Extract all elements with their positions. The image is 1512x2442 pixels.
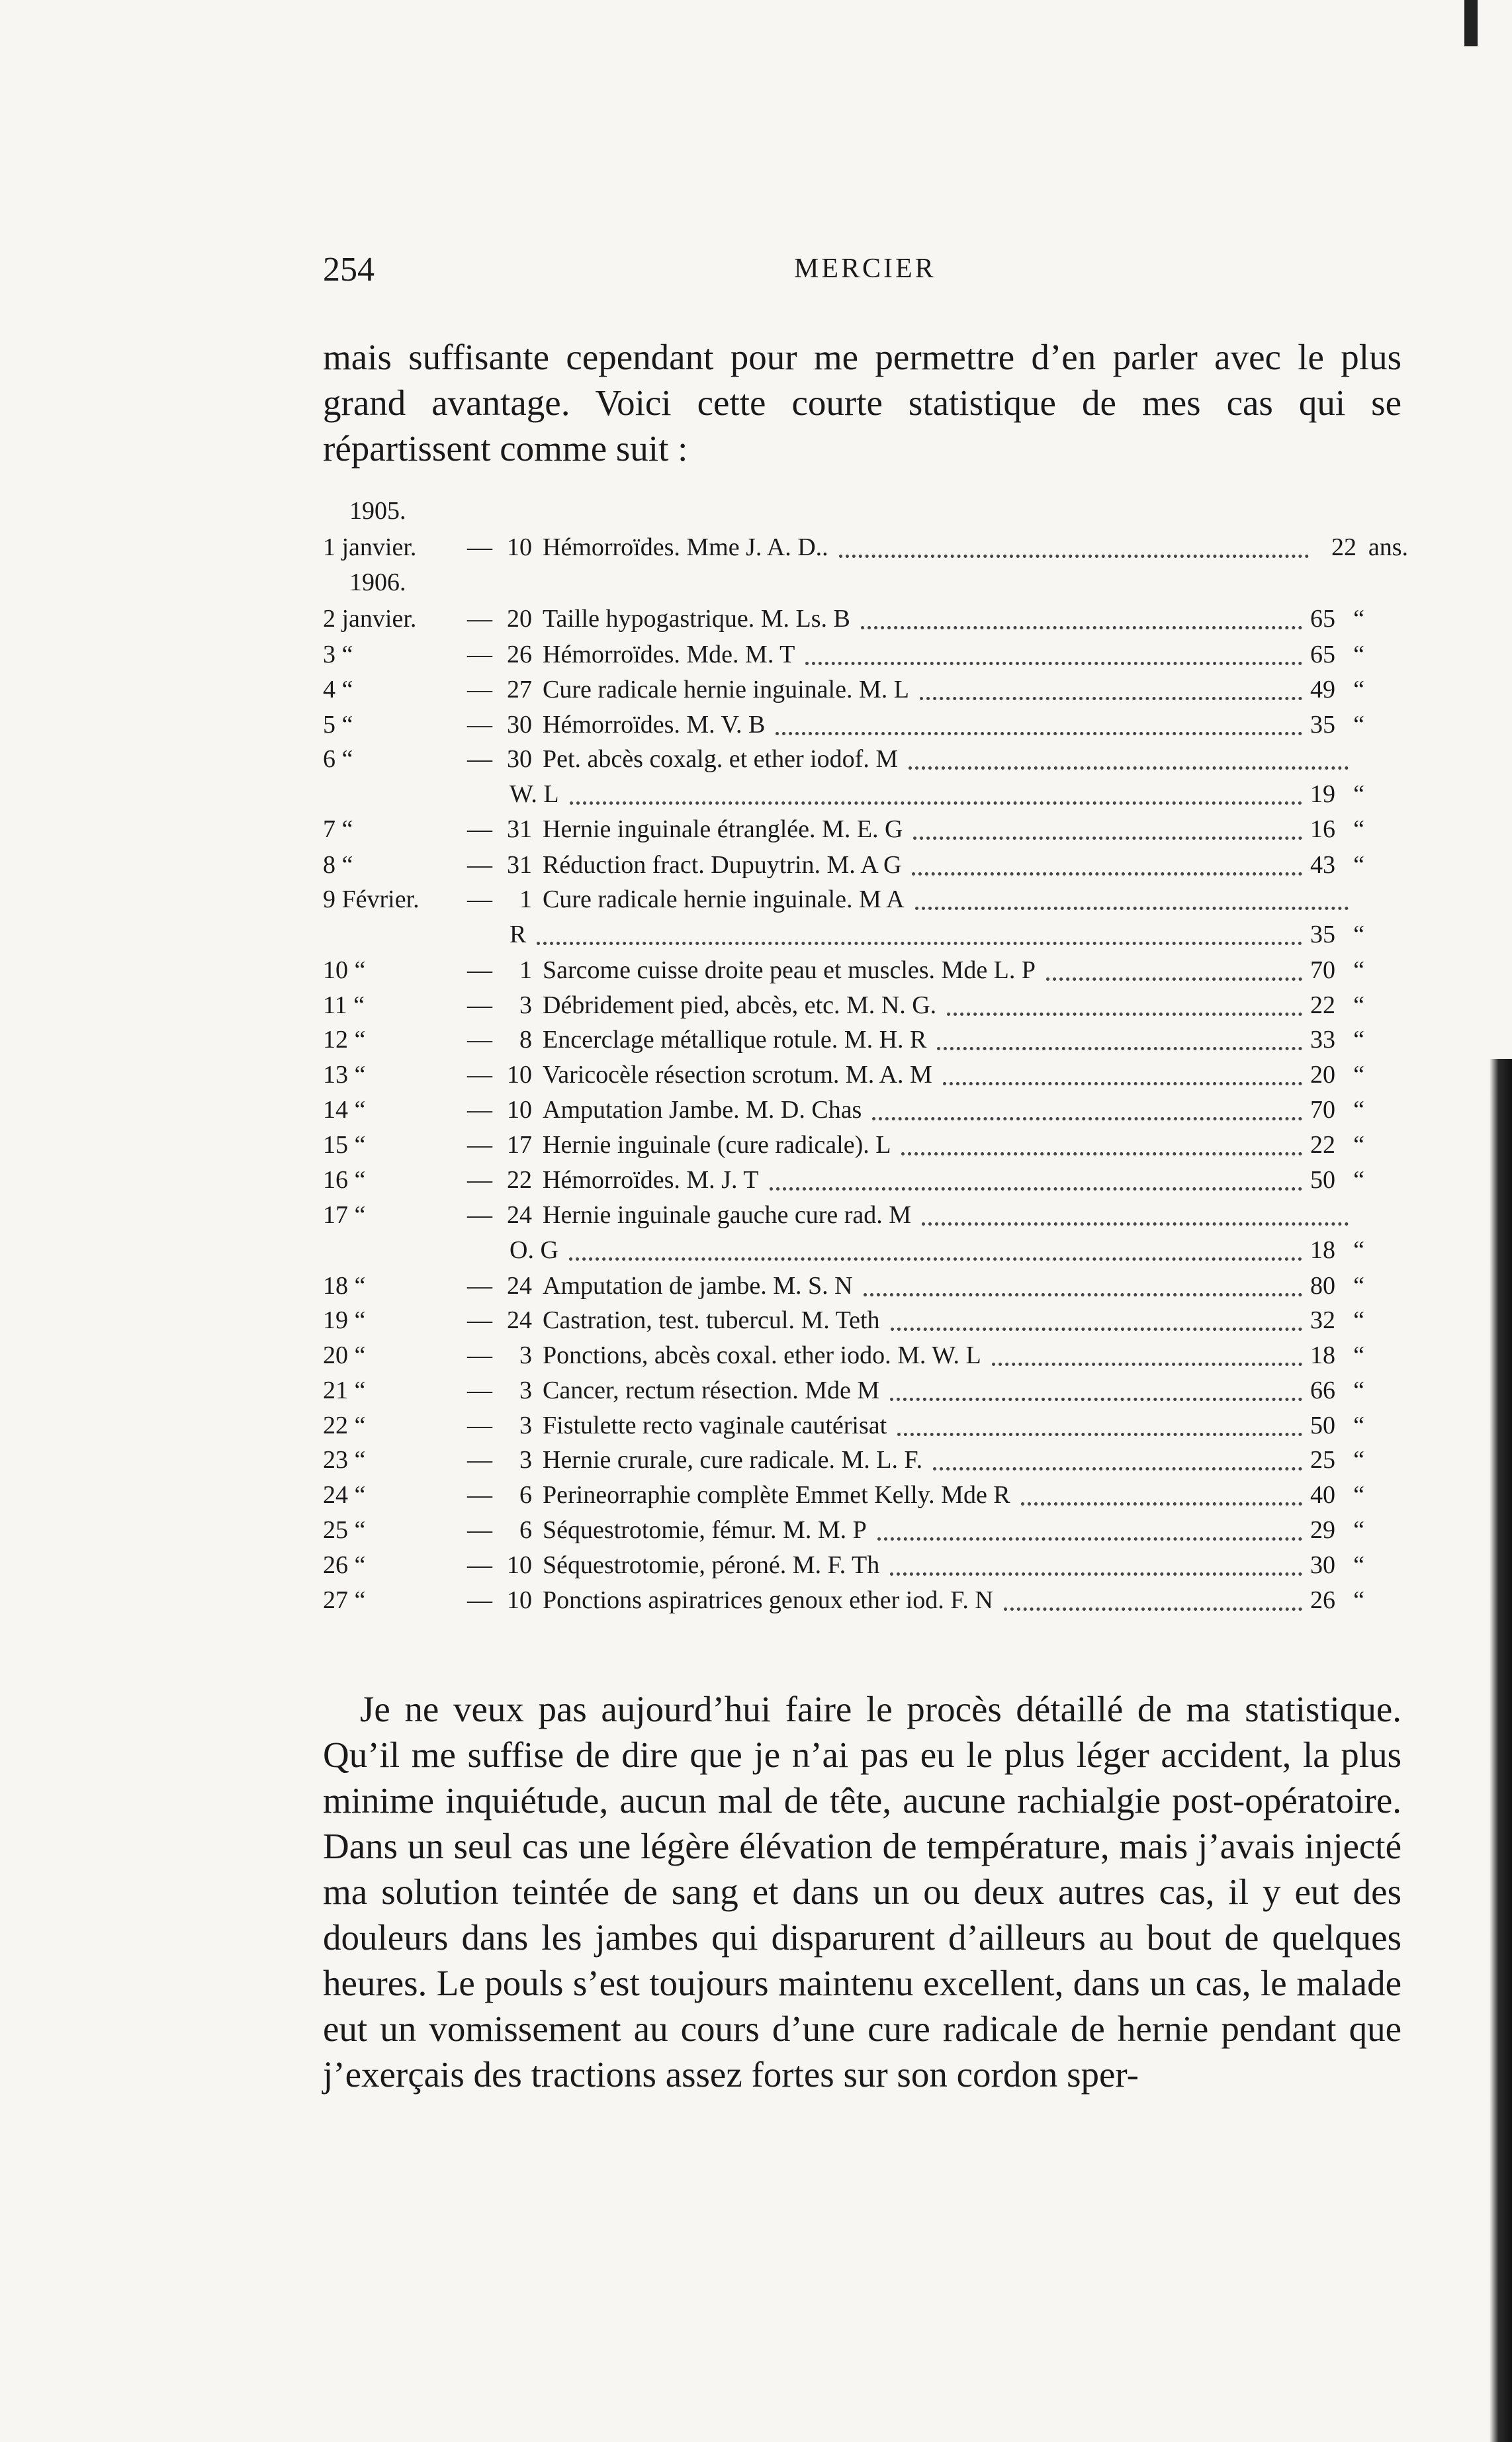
stat-row: [323, 1271, 1408, 1304]
stat-age: 80: [1310, 1272, 1335, 1300]
stat-day-number: 10: [507, 533, 532, 561]
stat-leader-dots: [776, 732, 1302, 735]
stat-description: Séquestrotomie, fémur. M. M. P: [543, 1516, 867, 1544]
stat-dash: —: [467, 1586, 492, 1614]
stat-description: Réduction fract. Dupuytrin. M. A G: [543, 851, 902, 879]
stat-day-number: 24: [507, 1306, 532, 1334]
stat-description: Hernie inguinale gauche cure rad. M: [543, 1201, 912, 1229]
stat-day-number: 6: [519, 1481, 532, 1509]
stat-age: 65: [1310, 641, 1335, 668]
stat-row: [323, 1515, 1408, 1549]
stat-ditto-mark: “: [1353, 605, 1364, 633]
stat-ditto-mark: “: [1353, 921, 1364, 948]
stat-dash: —: [467, 1412, 492, 1439]
stat-leader-dots: [890, 1572, 1302, 1576]
stat-date: 3 “: [323, 641, 353, 668]
stat-description: Hémorroïdes. M. J. T: [543, 1166, 759, 1194]
stat-leader-dots: [872, 1117, 1302, 1120]
stat-row: [323, 956, 1408, 989]
stat-row: [323, 815, 1408, 848]
stat-dash: —: [467, 1446, 492, 1474]
stat-age-unit: ans.: [1368, 533, 1408, 561]
stat-row: [323, 1445, 1408, 1478]
stat-age: 18: [1310, 1341, 1335, 1369]
stat-leader-dots: [861, 626, 1302, 629]
closing-paragraph: [323, 1686, 1401, 2097]
stat-date: 10 “: [323, 956, 366, 984]
stat-ditto-mark: “: [1353, 1272, 1364, 1300]
stat-description: O. G: [510, 1236, 558, 1264]
stat-age: 18: [1310, 1236, 1335, 1264]
stat-day-number: 24: [507, 1272, 532, 1300]
stat-ditto-mark: “: [1353, 1516, 1364, 1544]
stat-dash: —: [467, 676, 492, 703]
stat-age: 20: [1310, 1061, 1335, 1089]
stat-age: 29: [1310, 1516, 1335, 1544]
page-header: [323, 250, 1388, 296]
stat-age: 70: [1310, 1096, 1335, 1124]
stat-ditto-mark: “: [1353, 1166, 1364, 1194]
stat-age: 70: [1310, 956, 1335, 984]
stat-date: 23 “: [323, 1446, 366, 1474]
stat-dash: —: [467, 1131, 492, 1159]
stat-description: R: [510, 921, 527, 948]
stat-day-number: 30: [507, 711, 532, 739]
stat-date: 12 “: [323, 1026, 366, 1054]
stat-row: [323, 1200, 1408, 1234]
stat-day-number: 10: [507, 1061, 532, 1089]
stat-leader-dots: [915, 907, 1349, 910]
stat-ditto-mark: “: [1353, 780, 1364, 808]
stat-date: 18 “: [323, 1272, 366, 1300]
stat-leader-dots: [537, 942, 1302, 945]
stat-age: 50: [1310, 1412, 1335, 1439]
stat-ditto-mark: “: [1353, 1026, 1364, 1054]
stat-leader-dots: [909, 766, 1349, 770]
stat-row: [323, 675, 1408, 708]
stat-ditto-mark: “: [1353, 1377, 1364, 1404]
stat-dash: —: [467, 815, 492, 843]
stat-row: [323, 780, 1408, 813]
stat-row: [323, 710, 1408, 743]
stat-age: 26: [1310, 1586, 1335, 1614]
stat-leader-dots: [891, 1328, 1302, 1331]
stat-description: Varicocèle résection scrotum. M. A. M: [543, 1061, 932, 1089]
stat-date: 11 “: [323, 991, 365, 1019]
stat-day-number: 31: [507, 851, 532, 879]
stat-day-number: 24: [507, 1201, 532, 1229]
stat-day-number: 27: [507, 676, 532, 703]
stat-description: Séquestrotomie, péroné. M. F. Th: [543, 1551, 880, 1579]
stat-date: 15 “: [323, 1131, 366, 1159]
stat-date: 1 janvier.: [323, 533, 417, 561]
stat-description: Taille hypogastrique. M. Ls. B: [543, 605, 850, 633]
stat-age: 22: [1310, 1131, 1335, 1159]
stat-age: 25: [1310, 1446, 1335, 1474]
stat-dash: —: [467, 1272, 492, 1300]
stat-day-number: 30: [507, 745, 532, 773]
stat-leader-dots: [1004, 1607, 1302, 1611]
stat-age: 35: [1310, 711, 1335, 739]
stat-age: 65: [1310, 605, 1335, 633]
stat-date: 2 janvier.: [323, 605, 417, 633]
stat-leader-dots: [1021, 1502, 1302, 1506]
stat-dash: —: [467, 533, 492, 561]
stat-row: [323, 991, 1408, 1024]
stat-row: [323, 1165, 1408, 1198]
stat-description: Hémorroïdes. M. V. B: [543, 711, 766, 739]
stat-description: Cancer, rectum résection. Mde M: [543, 1377, 880, 1404]
stat-leader-dots: [897, 1433, 1302, 1436]
stat-day-number: 10: [507, 1096, 532, 1124]
stat-leader-dots: [1046, 977, 1302, 981]
stat-day-number: 10: [507, 1586, 532, 1614]
stat-ditto-mark: “: [1353, 1412, 1364, 1439]
stat-dash: —: [467, 1096, 492, 1124]
stat-day-number: 1: [519, 956, 532, 984]
stat-row: [323, 1551, 1408, 1584]
stat-row: [323, 1480, 1408, 1514]
stat-day-number: 31: [507, 815, 532, 843]
stat-row: [323, 1130, 1408, 1163]
year-1905: 1905.: [349, 497, 406, 525]
stat-description: Débridement pied, abcès, etc. M. N. G.: [543, 991, 937, 1019]
stat-date: 16 “: [323, 1166, 366, 1194]
stat-row: [323, 1376, 1408, 1409]
stat-dash: —: [467, 1166, 492, 1194]
stat-row: [323, 1411, 1408, 1444]
stat-day-number: 10: [507, 1551, 532, 1579]
stat-date: 13 “: [323, 1061, 366, 1089]
stat-ditto-mark: “: [1353, 1061, 1364, 1089]
stat-row: [323, 604, 1408, 637]
stat-leader-dots: [569, 1257, 1302, 1261]
stat-leader-dots: [933, 1467, 1302, 1470]
stat-age: 16: [1310, 815, 1335, 843]
stat-description: Hémorroïdes. Mme J. A. D..: [543, 533, 828, 561]
stat-ditto-mark: “: [1353, 956, 1364, 984]
stat-date: 25 “: [323, 1516, 366, 1544]
stat-day-number: 3: [519, 1377, 532, 1404]
intro-paragraph: [323, 334, 1401, 471]
stat-dash: —: [467, 1026, 492, 1054]
stat-leader-dots: [913, 837, 1302, 840]
stat-ditto-mark: “: [1353, 1341, 1364, 1369]
stat-leader-dots: [922, 1222, 1349, 1226]
scan-corner-mark: [1464, 0, 1478, 46]
stat-leader-dots: [947, 1013, 1302, 1016]
stat-date: 20 “: [323, 1341, 366, 1369]
stat-description: Pet. abcès coxalg. et ether iodof. M: [543, 745, 899, 773]
stat-ditto-mark: “: [1353, 1236, 1364, 1264]
stat-ditto-mark: “: [1353, 851, 1364, 879]
stat-date: 24 “: [323, 1481, 366, 1509]
stat-day-number: 3: [519, 1446, 532, 1474]
stat-dash: —: [467, 1377, 492, 1404]
stat-leader-dots: [901, 1152, 1302, 1155]
stat-description: Amputation Jambe. M. D. Chas: [543, 1096, 862, 1124]
stat-dash: —: [467, 711, 492, 739]
stat-age: 33: [1310, 1026, 1335, 1054]
stat-dash: —: [467, 1516, 492, 1544]
stat-row: [323, 885, 1408, 918]
stat-dash: —: [467, 991, 492, 1019]
stat-day-number: 8: [519, 1026, 532, 1054]
stat-leader-dots: [920, 697, 1302, 700]
stat-dash: —: [467, 1306, 492, 1334]
stat-ditto-mark: “: [1353, 711, 1364, 739]
stat-description: W. L: [510, 780, 559, 808]
stat-leader-dots: [864, 1293, 1302, 1296]
stat-day-number: 20: [507, 605, 532, 633]
stat-leader-dots: [770, 1187, 1302, 1191]
stat-date: 7 “: [323, 815, 353, 843]
stat-date: 9 Février.: [323, 885, 420, 913]
stat-day-number: 3: [519, 991, 532, 1019]
stat-date: 4 “: [323, 676, 353, 703]
stat-leader-dots: [943, 1082, 1302, 1085]
stat-date: 27 “: [323, 1586, 366, 1614]
stat-description: Ponctions, abcès coxal. ether iodo. M. W. L: [543, 1341, 981, 1369]
stat-dash: —: [467, 956, 492, 984]
stat-row: [323, 1306, 1408, 1339]
stat-age: 19: [1310, 780, 1335, 808]
stat-description: Perineorraphie complète Emmet Kelly. Mde R: [543, 1481, 1010, 1509]
stat-dash: —: [467, 851, 492, 879]
stat-ditto-mark: “: [1353, 1481, 1364, 1509]
stat-dash: —: [467, 1481, 492, 1509]
stat-age: 30: [1310, 1551, 1335, 1579]
stat-ditto-mark: “: [1353, 1586, 1364, 1614]
stat-day-number: 22: [507, 1166, 532, 1194]
stat-dash: —: [467, 1201, 492, 1229]
stat-description: Castration, test. tubercul. M. Teth: [543, 1306, 880, 1334]
stat-row: [323, 920, 1408, 953]
stat-row: [323, 1095, 1408, 1128]
stat-ditto-mark: “: [1353, 1131, 1364, 1159]
stat-ditto-mark: “: [1353, 991, 1364, 1019]
stat-age: 66: [1310, 1377, 1335, 1404]
stat-leader-dots: [877, 1537, 1302, 1541]
stat-age: 43: [1310, 851, 1335, 879]
running-head: MERCIER: [794, 253, 936, 284]
stat-date: 17 “: [323, 1201, 366, 1229]
stat-dash: —: [467, 641, 492, 668]
stat-date: 26 “: [323, 1551, 366, 1579]
stat-leader-dots: [890, 1398, 1302, 1401]
stat-ditto-mark: “: [1353, 1446, 1364, 1474]
stat-row: [323, 850, 1408, 883]
stat-date: 21 “: [323, 1377, 366, 1404]
stat-row: [323, 533, 1408, 566]
stat-date: 14 “: [323, 1096, 366, 1124]
stat-day-number: 6: [519, 1516, 532, 1544]
stat-leader-dots: [992, 1363, 1302, 1366]
stat-age: 50: [1310, 1166, 1335, 1194]
stat-day-number: 26: [507, 641, 532, 668]
stat-description: Hernie inguinale (cure radicale). L: [543, 1131, 891, 1159]
stat-date: 5 “: [323, 711, 353, 739]
stat-leader-dots: [839, 555, 1309, 558]
stat-dash: —: [467, 745, 492, 773]
stat-description: Ponctions aspiratrices genoux ether iod. F. N: [543, 1586, 993, 1614]
stat-dash: —: [467, 1551, 492, 1579]
stat-leader-dots: [937, 1047, 1302, 1050]
stat-ditto-mark: “: [1353, 1551, 1364, 1579]
stat-row: [323, 1341, 1408, 1374]
stat-day-number: 17: [507, 1131, 532, 1159]
stat-ditto-mark: “: [1353, 641, 1364, 668]
stat-ditto-mark: “: [1353, 1096, 1364, 1124]
stat-ditto-mark: “: [1353, 815, 1364, 843]
stat-age: 35: [1310, 921, 1335, 948]
scan-edge-shadow: [1490, 1059, 1512, 2442]
stat-leader-dots: [570, 801, 1302, 805]
intro-paragraph-text: mais suffisante cependant pour me permettre d’en parler avec le plus grand avantage. Voici cette courte statistique de mes cas qui se répartissent comme suit :: [323, 337, 1401, 469]
stat-description: Fistulette recto vaginale cautérisat: [543, 1412, 887, 1439]
stat-age: 49: [1310, 676, 1335, 703]
year-1906: 1906.: [349, 568, 406, 596]
stat-dash: —: [467, 605, 492, 633]
stat-description: Amputation de jambe. M. S. N: [543, 1272, 853, 1300]
stat-description: Cure radicale hernie inguinale. M A: [543, 885, 905, 913]
stat-day-number: 1: [519, 885, 532, 913]
stat-date: 8 “: [323, 851, 353, 879]
stat-day-number: 3: [519, 1412, 532, 1439]
stat-row: [323, 1060, 1408, 1093]
stat-row: [323, 1236, 1408, 1269]
stat-age: 32: [1310, 1306, 1335, 1334]
stat-ditto-mark: “: [1353, 676, 1364, 703]
stat-age: 22: [1331, 533, 1356, 561]
stat-leader-dots: [805, 662, 1302, 665]
stat-date: 22 “: [323, 1412, 366, 1439]
stat-age: 40: [1310, 1481, 1335, 1509]
stat-description: Sarcome cuisse droite peau et muscles. Mde L. P: [543, 956, 1036, 984]
stat-row: [323, 1586, 1408, 1619]
page-number: 254: [323, 251, 375, 289]
stat-ditto-mark: “: [1353, 1306, 1364, 1334]
stat-date: 6 “: [323, 745, 353, 773]
stat-row: [323, 1025, 1408, 1058]
stat-dash: —: [467, 1061, 492, 1089]
stat-description: Encerclage métallique rotule. M. H. R: [543, 1026, 927, 1054]
stat-row: [323, 745, 1408, 778]
stat-day-number: 3: [519, 1341, 532, 1369]
stat-description: Cure radicale hernie inguinale. M. L: [543, 676, 909, 703]
stat-dash: —: [467, 885, 492, 913]
stat-leader-dots: [912, 872, 1302, 876]
stat-row: [323, 640, 1408, 673]
stat-description: Hernie inguinale étranglée. M. E. G: [543, 815, 903, 843]
stat-dash: —: [467, 1341, 492, 1369]
closing-paragraph-text: Je ne veux pas aujourd’hui faire le procès détaillé de ma statistique. Qu’il me suffise de dire que je n’ai pas eu le plus léger accident, la plus minime inquiétude, aucun mal de tête, aucune rachialgie post-opératoire. Dans un seul cas une légère élévation de température, mais j’avais injecté ma solution teintée de sang et dans un ou deux autres cas, il y eut des douleurs dans les jambes qui disparurent d’ailleurs au bout de quelques heures. Le pouls s’est toujours maintenu excellent, dans un cas, le malade eut un vomissement au cours d’une cure radicale de hernie pendant que j’exerçais des tractions assez fortes sur son cordon sper-: [323, 1689, 1401, 2095]
stat-description: Hernie crurale, cure radicale. M. L. F.: [543, 1446, 923, 1474]
stat-age: 22: [1310, 991, 1335, 1019]
stat-description: Hémorroïdes. Mde. M. T: [543, 641, 795, 668]
stat-date: 19 “: [323, 1306, 366, 1334]
